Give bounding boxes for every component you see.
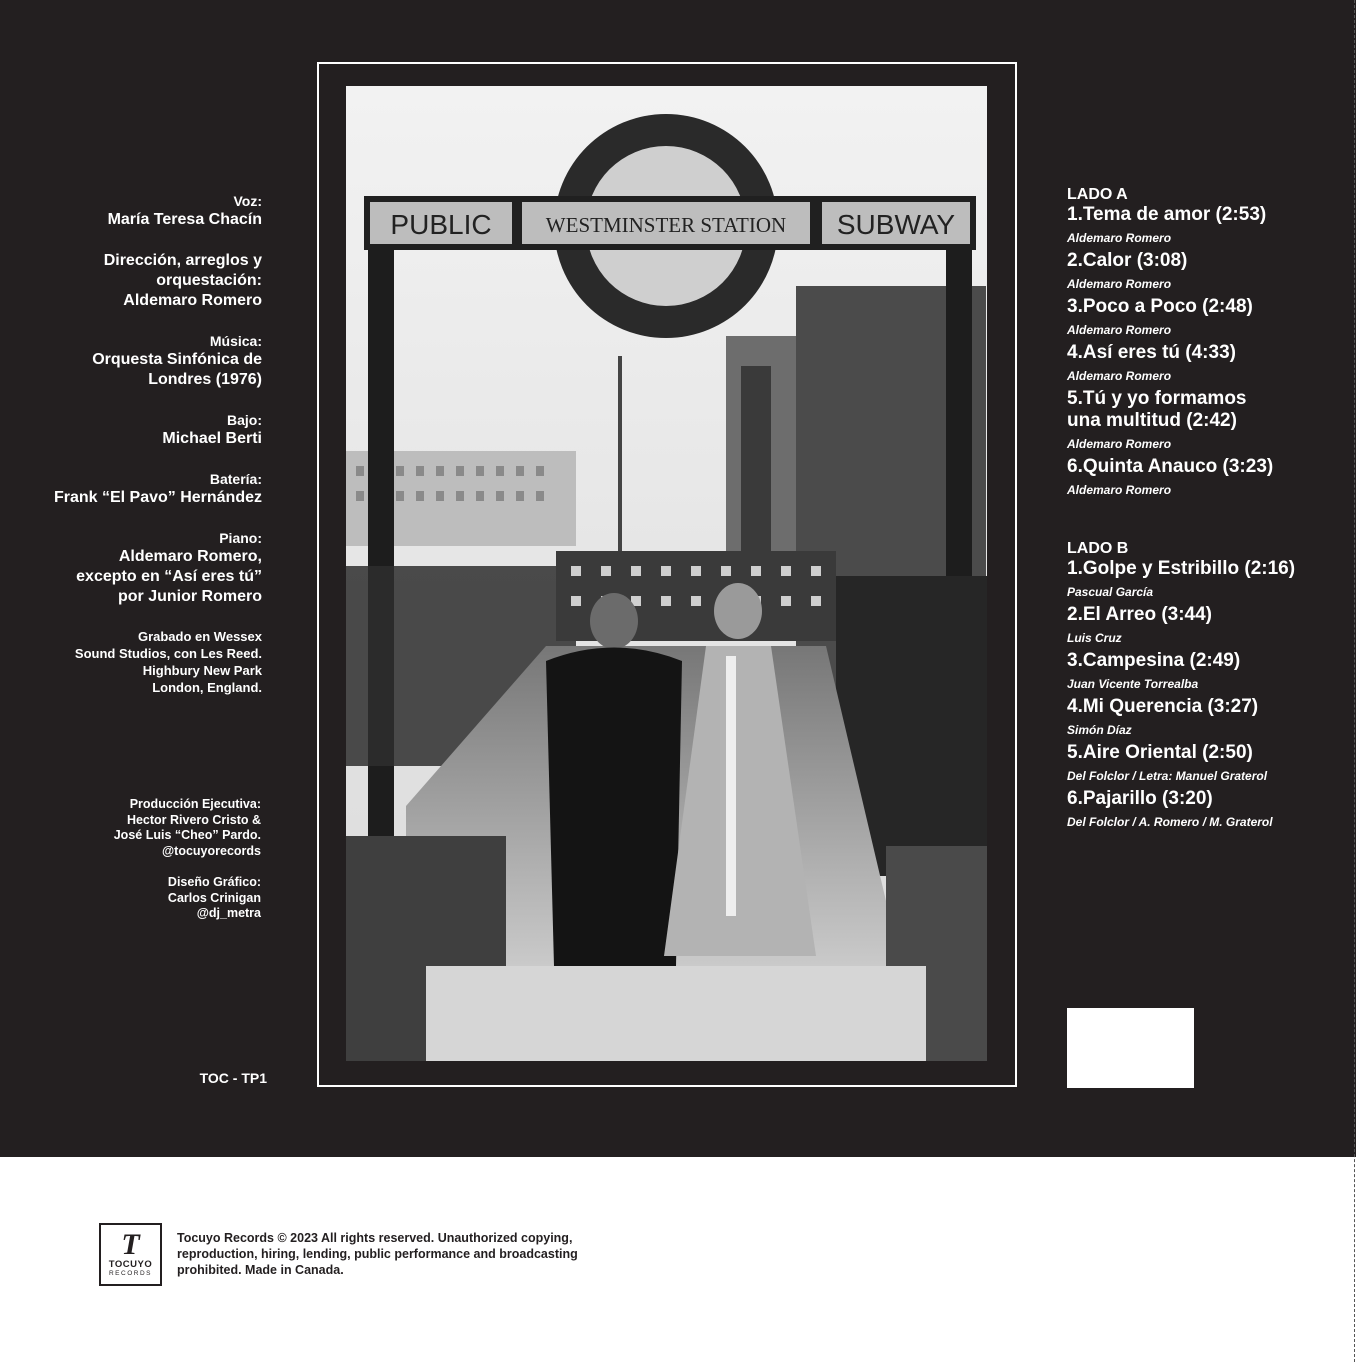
credit-value: London, England. [152,680,262,695]
track-title: 2.El Arreo (3:44) [1067,604,1213,625]
track-title: 6.Pajarillo (3:20) [1067,788,1213,809]
credit-label: Música: [209,333,262,349]
credit-value: por Junior Romero [117,588,262,605]
legal-notice: Tocuyo Records © 2023 All rights reserved. Unauthorized copying, reproduction, hiring, lending, public performance and broadcasting prohibited. Made in Canada. [177,1231,578,1277]
track-author: Simón Díaz [1067,723,1132,737]
credit-value: Aldemaro Romero, [118,548,262,565]
logo-name: TOCUYO [108,1259,153,1270]
track-title: 5.Aire Oriental (2:50) [1067,742,1253,763]
credit-value: Michael Berti [162,430,262,447]
credit-value: María Teresa Chacín [107,211,262,228]
track-title: 4.Mi Querencia (3:27) [1067,696,1259,717]
sign-public: PUBLIC [390,209,492,240]
credit-piano [40,529,262,607]
design-label: Diseño Gráfico: [167,875,261,889]
credit-value: orquestación: [156,272,262,289]
track-title: 6.Quinta Anauco (3:23) [1067,456,1274,477]
credit-label: Bajo: [227,412,262,428]
credit-recording [40,628,262,696]
track-author: Del Folclor / Letra: Manuel Graterol [1067,769,1268,783]
credit-label: Batería: [209,471,262,487]
track-author: Pascual García [1067,585,1154,599]
cover-photo [346,86,987,1061]
logo-sub: RECORDS [108,1270,152,1277]
side-b-title: LADO B [1067,540,1129,557]
barcode-area [1067,1008,1194,1088]
track-title: 5.Tú y yo formamos una multitud (2:42) [1067,388,1247,431]
production-label: Producción Ejecutiva: [129,797,261,811]
credit-value: Dirección, arreglos y [103,252,262,269]
side-b [1067,540,1347,829]
design-line: @dj_metra [196,906,261,920]
credit-value: Aldemaro Romero [123,292,262,309]
track-title: 1.Tema de amor (2:53) [1067,204,1267,225]
credit-bass [40,411,262,449]
credit-direction [40,251,262,311]
side-a [1067,186,1347,497]
credit-value: Grabado en Wessex [137,629,262,644]
credit-label: Piano: [219,530,262,546]
track-author: Aldemaro Romero [1067,369,1172,383]
track-title: 1.Golpe y Estribillo (2:16) [1067,558,1296,579]
track-author: Aldemaro Romero [1067,323,1172,337]
credit-value: Highbury New Park [142,663,262,678]
credit-value: Sound Studios, con Les Reed. [74,646,262,661]
track-author: Aldemaro Romero [1067,483,1172,497]
credit-label: Voz: [233,193,262,209]
production-line: Hector Rivero Cristo & [126,812,261,827]
track-author: Del Folclor / A. Romero / M. Graterol [1067,815,1273,829]
credit-value: excepto en “Así eres tú” [76,568,262,585]
track-author: Juan Vicente Torrealba [1067,677,1199,691]
tocuyo-logo [99,1223,162,1286]
track-title: 4.Así eres tú (4:33) [1067,342,1236,363]
track-author: Aldemaro Romero [1067,277,1172,291]
track-author: Luis Cruz [1067,631,1122,645]
credit-value: Frank “El Pavo” Hernández [53,489,262,506]
track-title: 3.Poco a Poco (2:48) [1067,296,1253,317]
sign-westminster: WESTMINSTER STATION [545,213,787,237]
design-line: Carlos Crinigan [167,890,261,905]
credit-value: Orquesta Sinfónica de [92,351,262,368]
side-a-title: LADO A [1067,186,1128,203]
tracklist [1067,186,1347,834]
sign-subway: SUBWAY [836,209,956,240]
credit-music [40,332,262,390]
logo-mark: T [121,1228,140,1261]
track-title: 3.Campesina (2:49) [1067,650,1241,671]
trim-line [1354,0,1355,1362]
credits-column [40,192,262,717]
production-line: @tocuyorecords [161,843,261,858]
catalog-number: TOC - TP1 [199,1070,267,1086]
track-author: Aldemaro Romero [1067,437,1172,451]
production-line: José Luis “Cheo” Pardo. [113,828,261,842]
production-credits [40,797,261,922]
track-title: 2.Calor (3:08) [1067,250,1188,271]
credit-value: Londres (1976) [148,371,262,388]
track-author: Aldemaro Romero [1067,231,1172,245]
credit-voice [40,192,262,230]
credit-drums [40,470,262,508]
